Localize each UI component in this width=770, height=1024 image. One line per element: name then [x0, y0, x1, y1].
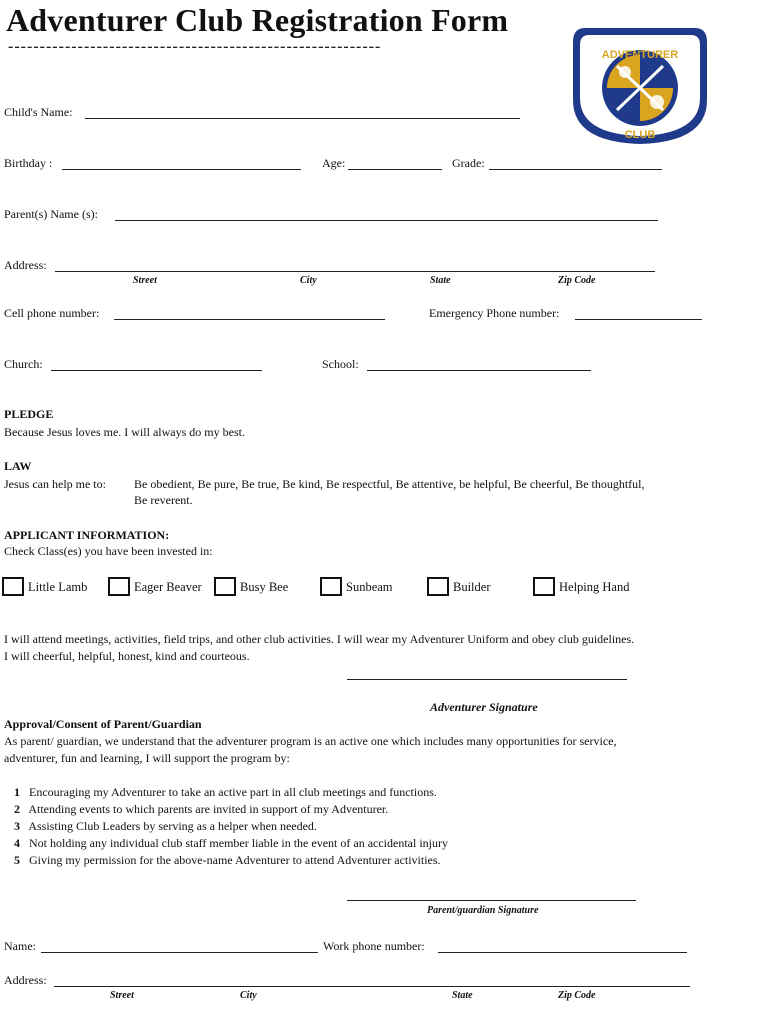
applicant-heading: APPLICANT INFORMATION:: [4, 528, 170, 542]
parent-name-field[interactable]: [41, 952, 318, 953]
consent-item: [14, 853, 441, 868]
consent-item: [14, 819, 317, 834]
consent-item: [14, 802, 388, 817]
consent-item-text: Attending events to which parents are invited in support of my Adventurer.: [28, 802, 389, 816]
title-underline: -----------------------------------------------------------: [8, 38, 382, 55]
church-label: Church:: [4, 357, 43, 371]
address-street-caption: Street: [133, 275, 157, 286]
consent-item-number: 1: [14, 785, 20, 799]
checkbox-busy-bee[interactable]: [214, 577, 236, 596]
parent-address-city-caption: City: [240, 990, 257, 1001]
birthday-field[interactable]: [62, 169, 301, 170]
grade-label: Grade:: [452, 156, 485, 170]
checkbox-sunbeam[interactable]: [320, 577, 342, 596]
pledge-text: Because Jesus loves me. I will always do my best.: [4, 425, 245, 439]
law-text-line2: Be reverent.: [134, 493, 193, 507]
parent-signature-field[interactable]: [347, 900, 636, 901]
address-zip-caption: Zip Code: [558, 275, 596, 286]
checkbox-label-sunbeam: Sunbeam: [346, 580, 393, 594]
consent-item-text: Not holding any individual club staff member liable in the event of an accidental injury: [29, 836, 448, 850]
parent-address-zip-caption: Zip Code: [558, 990, 596, 1001]
adventurer-club-logo: [565, 10, 715, 146]
address-city-caption: City: [300, 275, 317, 286]
age-label: Age:: [322, 156, 346, 170]
consent-item: [14, 785, 437, 800]
consent-item-text: Giving my permission for the above-name Adventurer to attend Adventurer activities.: [29, 853, 441, 867]
adventurer-signature-caption: Adventurer Signature: [430, 700, 538, 714]
checkbox-label-eager-beaver: Eager Beaver: [134, 580, 202, 594]
pledge-heading: PLEDGE: [4, 407, 54, 421]
logo-top-text: ADVENTURER: [601, 49, 679, 61]
page-title: Adventurer Club Registration Form: [6, 2, 509, 38]
adventurer-signature-field[interactable]: [347, 679, 627, 680]
work-phone-label: Work phone number:: [323, 939, 425, 953]
address-state-caption: State: [430, 275, 451, 286]
address-label: Address:: [4, 258, 47, 272]
commitment-line1: I will attend meetings, activities, field trips, and other club activities. I will wear my Adventurer Uniform and obey club guidelines.: [4, 632, 635, 646]
checkbox-builder[interactable]: [427, 577, 449, 596]
parent-address-field[interactable]: [54, 986, 690, 987]
consent-item-number: 2: [14, 802, 20, 816]
school-label: School:: [322, 357, 359, 371]
consent-item-number: 3: [14, 819, 20, 833]
grade-field[interactable]: [489, 169, 662, 170]
checkbox-helping-hand[interactable]: [533, 577, 555, 596]
work-phone-field[interactable]: [438, 952, 687, 953]
birthday-label: Birthday :: [4, 156, 53, 170]
applicant-instruction: Check Class(es) you have been invested in:: [4, 544, 213, 558]
logo-bottom-text: CLUB: [624, 129, 656, 141]
parent-address-street-caption: Street: [110, 990, 134, 1001]
age-field[interactable]: [348, 169, 442, 170]
parents-name-label: Parent(s) Name (s):: [4, 207, 98, 221]
parents-name-field[interactable]: [115, 220, 658, 221]
consent-item-text: Assisting Club Leaders by serving as a helper when needed.: [28, 819, 317, 833]
consent-line1: As parent/ guardian, we understand that the adventurer program is an active one which includes many opportunities for service,: [4, 734, 617, 748]
checkbox-label-builder: Builder: [453, 580, 491, 594]
school-field[interactable]: [367, 370, 591, 371]
law-label: Jesus can help me to:: [4, 477, 106, 491]
consent-item: [14, 836, 448, 851]
law-text-line1: Be obedient, Be pure, Be true, Be kind, Be respectful, Be attentive, be helpful, Be cheerful, Be thoughtful,: [134, 477, 645, 491]
emergency-phone-label: Emergency Phone number:: [429, 306, 560, 320]
church-field[interactable]: [51, 370, 262, 371]
cell-phone-field[interactable]: [114, 319, 385, 320]
parent-signature-caption: Parent/guardian Signature: [427, 905, 539, 916]
parent-address-state-caption: State: [452, 990, 473, 1001]
consent-item-number: 4: [14, 836, 20, 850]
law-heading: LAW: [4, 459, 32, 473]
checkbox-eager-beaver[interactable]: [108, 577, 130, 596]
consent-item-number: 5: [14, 853, 20, 867]
parent-name-label: Name:: [4, 939, 36, 953]
checkbox-label-helping-hand: Helping Hand: [559, 580, 630, 594]
child-name-label: Child's Name:: [4, 105, 73, 119]
address-field[interactable]: [55, 271, 655, 272]
consent-line2: adventurer, fun and learning, I will support the program by:: [4, 751, 290, 765]
checkbox-little-lamb[interactable]: [2, 577, 24, 596]
parent-address-label: Address:: [4, 973, 47, 987]
child-name-field[interactable]: [85, 118, 520, 119]
emergency-phone-field[interactable]: [575, 319, 702, 320]
checkbox-label-busy-bee: Busy Bee: [240, 580, 289, 594]
commitment-line2: I will cheerful, helpful, honest, kind and courteous.: [4, 649, 250, 663]
consent-item-text: Encouraging my Adventurer to take an active part in all club meetings and functions.: [29, 785, 437, 799]
consent-heading: Approval/Consent of Parent/Guardian: [4, 717, 202, 731]
checkbox-label-little-lamb: Little Lamb: [28, 580, 88, 594]
cell-phone-label: Cell phone number:: [4, 306, 100, 320]
